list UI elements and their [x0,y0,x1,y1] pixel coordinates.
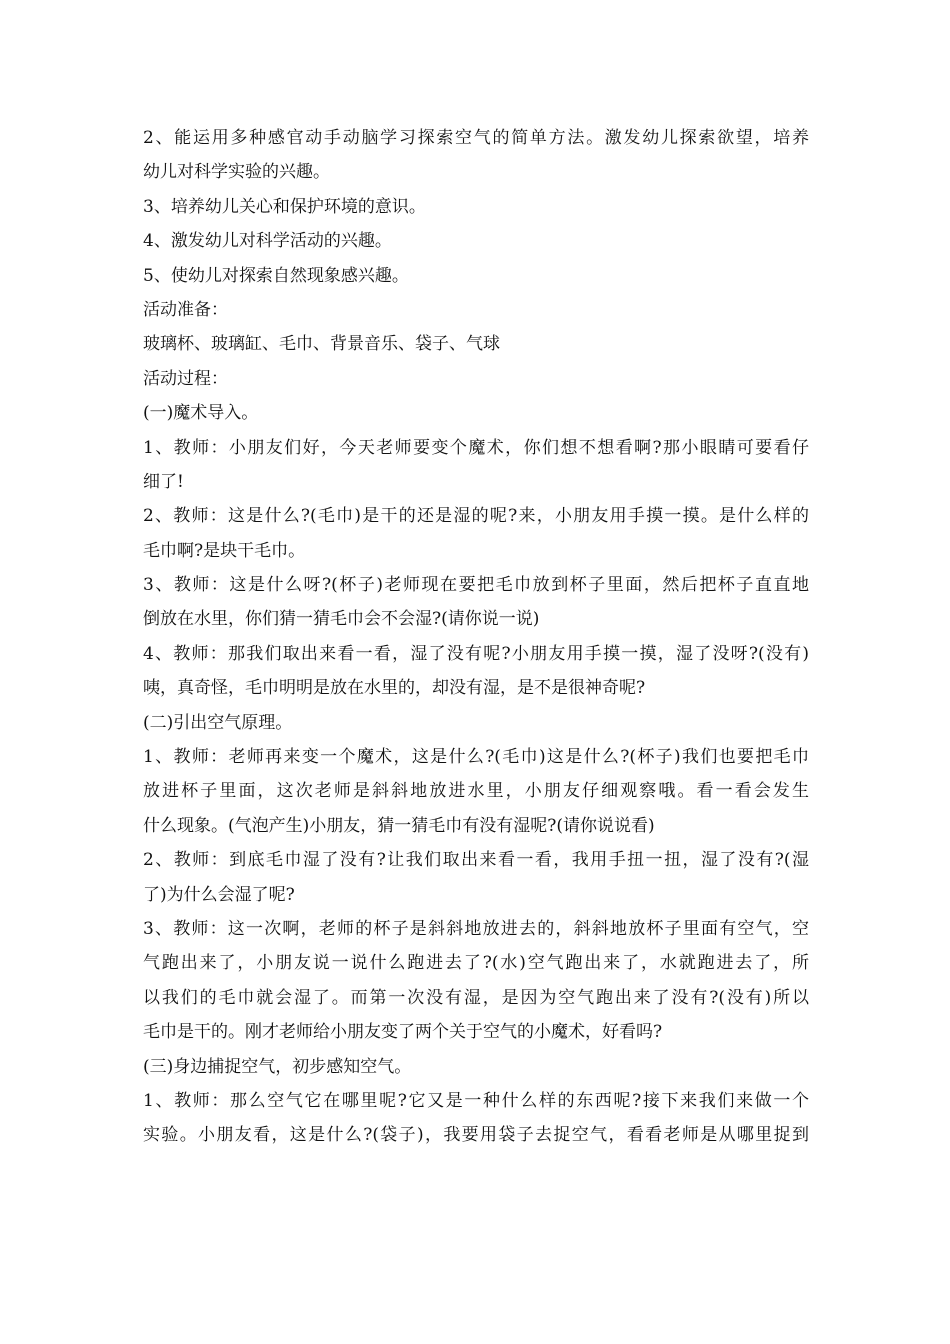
paragraph [143,843,809,912]
text-line: 2、教师：到底毛巾湿了没有?让我们取出来看一看，我用手扭一扭，湿了没有?(湿 [143,850,809,871]
text-line: 3、培养幼儿关心和保护环境的意识。 [143,196,426,217]
text-line: 2、教师：这是什么?(毛巾)是干的还是湿的呢?来，小朋友用手摸一摸。是什么样的 [143,506,809,527]
text-line: 活动过程： [143,368,228,389]
paragraph [143,912,809,1050]
text-line: 实验。小朋友看，这是什么?(袋子)，我要用袋子去捉空气，看看老师是从哪里捉到 [143,1125,809,1146]
text-line: 3、教师：这一次啊，老师的杯子是斜斜地放进去的，斜斜地放杯子里面有空气，空 [143,918,809,939]
text-line: 倒放在水里，你们猜一猜毛巾会不会湿?(请你说一说) [143,609,540,630]
text-line: 玻璃杯、玻璃缸、毛巾、背景音乐、袋子、气球 [143,334,500,355]
text-line: 毛巾是干的。刚才老师给小朋友变了两个关于空气的小魔术，好看吗? [143,1022,663,1043]
paragraph [143,568,809,637]
text-line: 咦，真奇怪，毛巾明明是放在水里的，却没有湿，是不是很神奇呢? [143,678,646,699]
text-line: 1、教师：小朋友们好，今天老师要变个魔术，你们想不想看啊?那小眼睛可要看仔 [143,437,809,458]
text-line: 2、能运用多种感官动手动脑学习探索空气的简单方法。激发幼儿探索欲望，培养 [143,128,809,148]
text-line: 1、教师：老师再来变一个魔术，这是什么?(毛巾)这是什么?(杯子)我们也要把毛巾 [143,747,809,768]
text-line: 了)为什么会湿了呢? [143,884,295,905]
section-heading [143,706,809,740]
text-line: (三)身边捕捉空气，初步感知空气。 [143,1056,412,1077]
section-heading [143,293,809,327]
paragraph [143,499,809,568]
paragraph [143,1084,809,1153]
text-line: 气跑出来了，小朋友说一说什么跑进去了?(水)空气跑出来了，水就跑进去了，所 [143,953,809,974]
paragraph [143,121,809,190]
text-line: 幼儿对科学实验的兴趣。 [143,162,330,183]
text-line: 4、教师：那我们取出来看一看，湿了没有呢?小朋友用手摸一摸，湿了没呀?(没有) [143,643,809,664]
text-line: 1、教师：那么空气它在哪里呢?它又是一种什么样的东西呢?接下来我们来做一个 [143,1090,809,1111]
text-line: 细了! [143,471,184,492]
section-heading [143,1050,809,1084]
document-page [143,121,809,1153]
text-line: (一)魔术导入。 [143,403,259,424]
text-line: (二)引出空气原理。 [143,712,293,733]
section-heading [143,396,809,430]
paragraph [143,637,809,706]
text-line: 活动准备： [143,299,228,320]
paragraph [143,327,809,361]
paragraph [143,224,809,258]
paragraph [143,431,809,500]
text-line: 5、使幼儿对探索自然现象感兴趣。 [143,265,409,286]
paragraph [143,740,809,843]
text-line: 以我们的毛巾就会湿了。而第一次没有湿，是因为空气跑出来了没有?(没有)所以 [143,987,809,1008]
text-line: 4、激发幼儿对科学活动的兴趣。 [143,231,392,252]
section-heading [143,362,809,396]
text-line: 毛巾啊?是块干毛巾。 [143,540,306,561]
text-line: 放进杯子里面，这次老师是斜斜地放进水里，小朋友仔细观察哦。看一看会发生 [143,781,809,802]
paragraph [143,190,809,224]
text-line: 什么现象。(气泡产生)小朋友，猜一猜毛巾有没有湿呢?(请你说说看) [143,815,655,836]
paragraph [143,259,809,293]
text-line: 3、教师：这是什么呀?(杯子)老师现在要把毛巾放到杯子里面，然后把杯子直直地 [143,575,809,596]
